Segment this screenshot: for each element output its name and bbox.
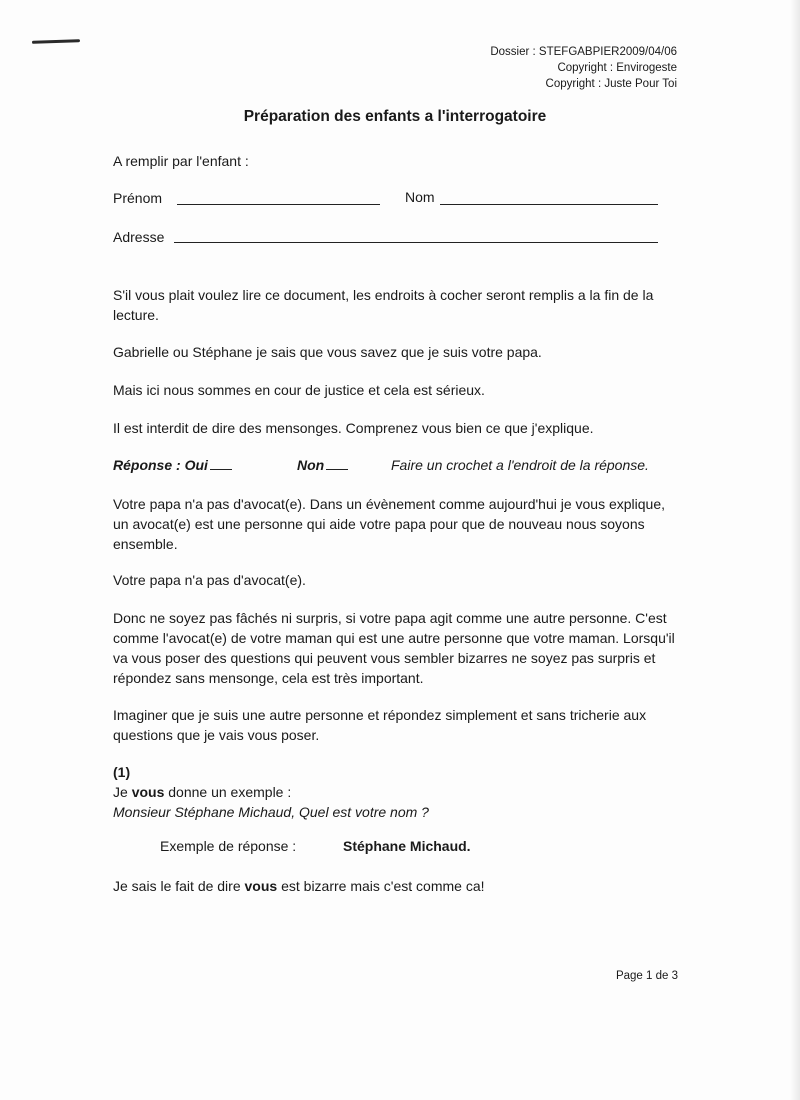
example-question: Monsieur Stéphane Michaud, Quel est votre nom ? <box>113 804 429 820</box>
paragraph-imaginer: Imaginer que je suis une autre personne et répondez simplement et sans tricherie aux questions que je vais vous poser. <box>113 707 647 743</box>
example-intro-post: donne un exemple : <box>164 784 292 800</box>
closing-line <box>113 876 683 896</box>
answer-row <box>113 457 683 477</box>
oui-checkbox-blank[interactable] <box>210 457 232 470</box>
answer-oui-label: Réponse : Oui <box>113 457 208 473</box>
document-header <box>490 44 677 92</box>
adresse-label: Adresse <box>113 229 165 245</box>
answer-non-group <box>297 457 348 473</box>
page-number: Page 1 de 3 <box>615 970 678 982</box>
paragraph-mensonges: Il est interdit de dire des mensonges. Comprenez vous bien ce que j'explique. <box>113 420 594 436</box>
example-intro-pre: Je <box>113 784 132 800</box>
paragraph-justice: Mais ici nous sommes en cour de justice et cela est sérieux. <box>113 382 485 398</box>
closing-post: est bizarre mais c'est comme ca! <box>277 878 485 894</box>
intro-text: A remplir par l'enfant : <box>113 153 249 169</box>
closing-bold: vous <box>244 878 278 894</box>
example-section <box>113 762 683 822</box>
closing-pre: Je sais le fait de dire <box>113 878 245 894</box>
example-answer-value: Stéphane Michaud. <box>343 838 471 854</box>
example-number-wrap <box>113 762 683 782</box>
example-intro-bold: vous <box>131 784 165 800</box>
answer-oui-group <box>113 457 232 473</box>
example-answer-label: Exemple de réponse : <box>160 838 297 854</box>
pen-mark <box>32 39 80 44</box>
nom-blank[interactable] <box>440 204 658 205</box>
document-title: Préparation des enfants a l'interrogatoire <box>243 108 547 125</box>
paragraph-avocat: Votre papa n'a pas d'avocat(e). Dans un évènement comme aujourd'hui je vous explique, un avocat(e) est une personne qui aide votre papa pour que de nouveau nous soyons ensemble. <box>113 496 666 552</box>
example-question-wrap <box>113 802 683 822</box>
adresse-blank[interactable] <box>174 242 658 243</box>
answer-instruction-wrap <box>391 457 649 473</box>
paragraph-lecture: S'il vous plait voulez lire ce document, les endroits à cocher seront remplis a la fin de la lecture. <box>113 287 654 323</box>
answer-non-label: Non <box>297 457 325 473</box>
nom-label: Nom <box>405 189 435 205</box>
example-number: (1) <box>113 764 131 780</box>
copyright-juste-pour-toi: Copyright : Juste Pour Toi <box>545 78 677 90</box>
paragraph-gabrielle: Gabrielle ou Stéphane je sais que vous savez que je suis votre papa. <box>113 344 542 360</box>
non-checkbox-blank[interactable] <box>326 457 348 470</box>
answer-instruction: Faire un crochet a l'endroit de la réponse. <box>391 457 649 473</box>
paragraph-surpris: Donc ne soyez pas fâchés ni surpris, si votre papa agit comme une autre personne. C'est comme l'avocat(e) de votre maman qui est une autre personne que votre maman. Lorsqu'il va vous poser des questions qui peuvent vous sembler bizarres ne soyez pas surpris et répondez sans mensonge, cela est très important. <box>113 610 675 686</box>
page-edge-shadow <box>790 0 800 1100</box>
example-intro-line <box>113 782 683 802</box>
paragraph-pas-avocat: Votre papa n'a pas d'avocat(e). <box>113 572 306 588</box>
copyright-envirogeste: Copyright : Envirogeste <box>557 62 677 74</box>
dossier-reference: Dossier : STEFGABPIER2009/04/06 <box>490 46 677 58</box>
prenom-blank[interactable] <box>177 204 380 205</box>
prenom-label: Prénom <box>113 190 163 206</box>
